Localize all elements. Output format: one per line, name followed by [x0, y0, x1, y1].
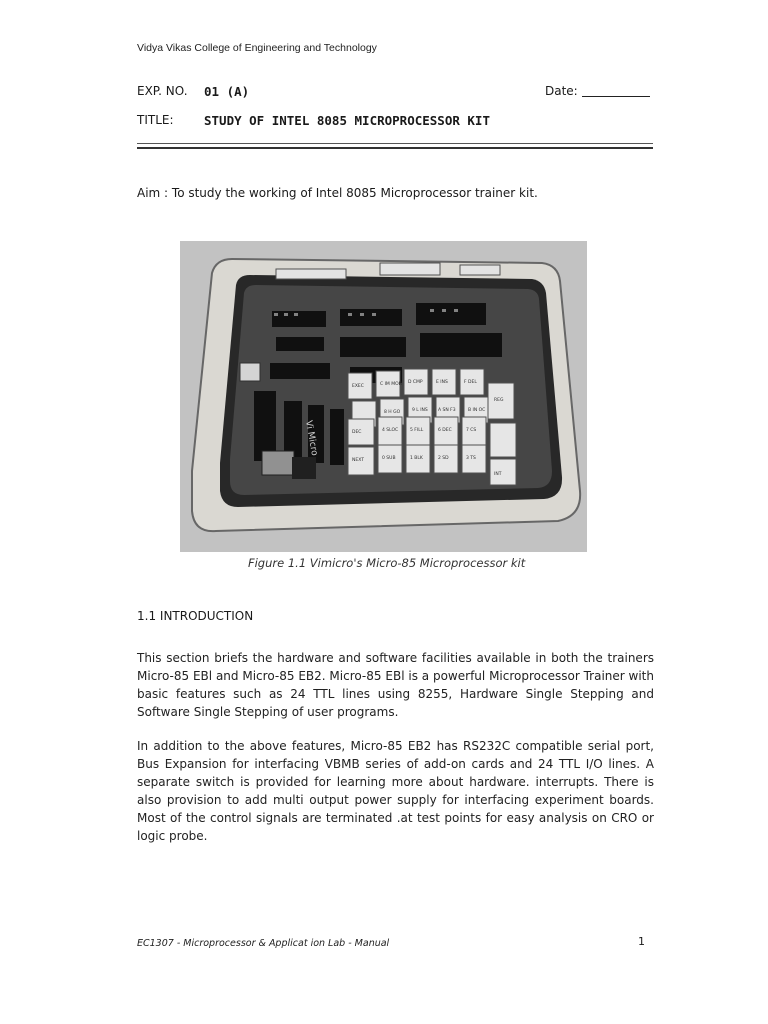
intro-paragraph-1: This section briefs the hardware and software facilities available in both the trainers Micro-85 EBl and Micro-85 EB2. Micro-85 EBl is a powerful Microprocessor Trainer with basic features such as 24 TTL lines using 8255, Hardware Single Stepping and Software Single Stepping of user programs.: [137, 651, 654, 719]
experiment-number-row: [137, 84, 652, 102]
key-6-label: 6 DEC: [438, 428, 452, 433]
experiment-title: STUDY OF INTEL 8085 MICROPROCESSOR KIT: [204, 113, 490, 128]
key-4-label: 4 SLOC: [382, 428, 399, 433]
key-next-label: NEXT: [352, 458, 364, 463]
footer-course-title: EC1307 - Microprocessor & Applicat ion Lab - Manual: [137, 938, 390, 949]
key-5-label: 5 FILL: [410, 428, 424, 433]
microprocessor-kit-photo: [180, 241, 587, 552]
key-1-label: 1 BLK: [410, 456, 423, 461]
key-0-label: 0 SUB: [382, 456, 396, 461]
key-int-label: INT: [494, 472, 502, 477]
header-double-rule: [137, 143, 653, 149]
key-b-label: B IN OC: [468, 408, 486, 413]
board-brand-label: Vi Micro: [303, 419, 320, 457]
key-reg-label: REG: [494, 398, 504, 403]
key-f-label: F DEL: [464, 380, 477, 385]
section-heading: 1.1 INTRODUCTION: [137, 609, 254, 623]
key-d-label: D CMP: [408, 380, 423, 385]
key-c-label: C IM MON: [380, 382, 403, 387]
key-e-label: E INS: [436, 380, 448, 385]
title-label: TITLE:: [137, 113, 174, 127]
page-header-institution: Vidya Vikas College of Engineering and Technology: [137, 42, 377, 54]
experiment-title-row: [137, 113, 652, 131]
date-blank-line: [582, 96, 650, 97]
date-label: Date:: [545, 84, 578, 98]
aim-statement: Aim : To study the working of Intel 8085 Microprocessor trainer kit.: [137, 186, 538, 200]
page-number: 1: [638, 935, 645, 948]
key-exec-label: EXEC: [352, 384, 364, 389]
key-7-label: 7 CS: [466, 428, 477, 433]
key-dec-label: DEC: [352, 430, 362, 435]
key-8-label: 8 H GO: [384, 410, 401, 415]
key-9-label: 9 L INS: [412, 408, 428, 413]
key-3-label: 3 TS: [466, 456, 476, 461]
intro-paragraph-2: In addition to the above features, Micro-85 EB2 has RS232C compatible serial port, Bus Expansion for interfacing VBMB series of add-on cards and 24 TTL I/O lines. A separate switch is provided for learning more about hardware. interrupts. There is also provision to add multi output power supply for interfacing experiment boards. Most of the control signals are terminated .at test points for easy analysis on CRO or logic probe.: [137, 739, 654, 843]
key-a-label: A SN F3: [438, 408, 456, 413]
figure-caption: Figure 1.1 Vimicro's Micro-85 Microprocessor kit: [248, 556, 526, 570]
exp-no-label: EXP. NO.: [137, 84, 188, 98]
key-2-label: 2 SD: [438, 456, 449, 461]
exp-no-value: 01 (A): [204, 84, 250, 99]
